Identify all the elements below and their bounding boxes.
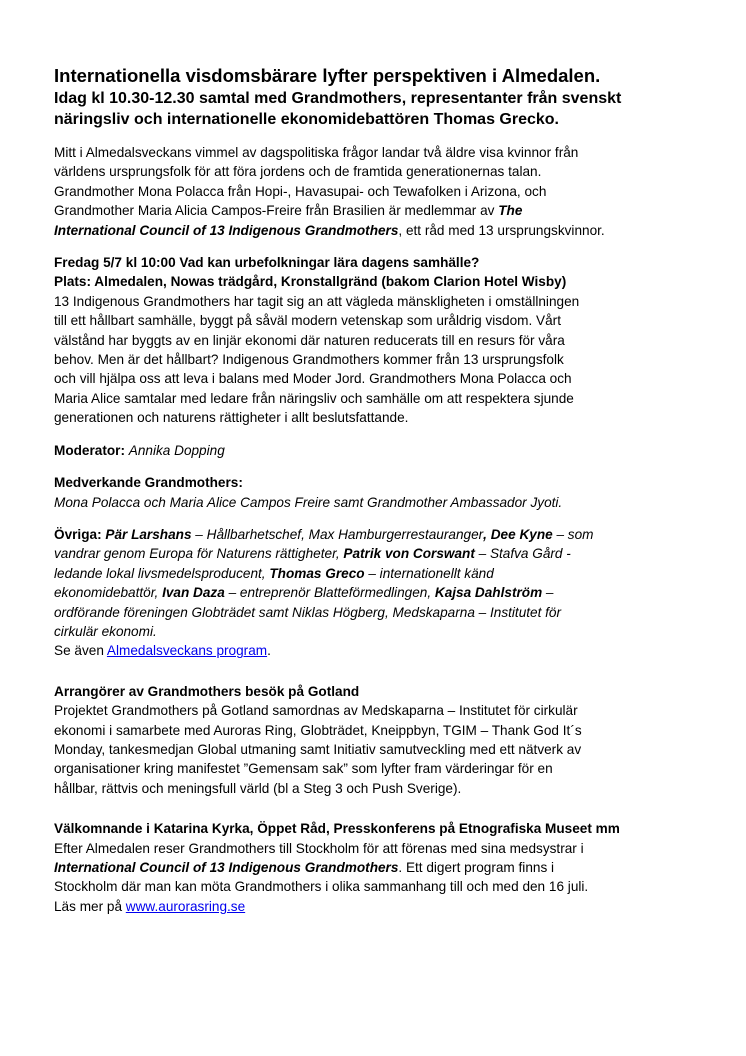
grandmothers-names: Mona Polacca och Maria Alice Campos Freire samt Grandmother Ambassador Jyoti. bbox=[54, 494, 563, 510]
see-also-suffix: . bbox=[267, 643, 271, 659]
welcome-line: Stockholm där man kan möta Grandmothers i olika sammanhang till och med den 16 juli. bbox=[54, 879, 589, 895]
participant-desc: – bbox=[542, 585, 554, 601]
event-place: Plats: Almedalen, Nowas trädgård, Kronstallgränd (bakom Clarion Hotel Wisby) bbox=[54, 274, 567, 290]
ovriga-label: Övriga: bbox=[54, 526, 102, 542]
welcome-line: Efter Almedalen reser Grandmothers till Stockholm för att förenas med sina medsystrar i bbox=[54, 840, 584, 856]
almedalen-program-link[interactable]: Almedalsveckans program bbox=[106, 643, 268, 659]
organizers-line: Projektet Grandmothers på Gotland samordnas av Medskaparna – Institutet för cirkulär bbox=[54, 703, 578, 719]
participant-desc: – entreprenör Blatteförmedlingen, bbox=[224, 585, 435, 601]
page-title: Internationella visdomsbärare lyfter perspektiven i Almedalen. bbox=[54, 65, 601, 86]
organizers-section bbox=[54, 682, 714, 798]
intro-line bbox=[54, 201, 714, 220]
read-more-prefix: Läs mer på bbox=[54, 898, 126, 914]
event-section bbox=[54, 253, 714, 428]
welcome-line-tail: . Ett digert program finns i bbox=[398, 860, 555, 875]
moderator-name: Annika Dopping bbox=[128, 442, 225, 458]
council-name-part1: The bbox=[498, 203, 523, 219]
organizers-line: ekonomi i samarbete med Auroras Ring, Globträdet, Kneippbyn, TGIM – Thank God It´s bbox=[54, 722, 582, 738]
participant-desc: – Hållbarhetschef, Max Hamburgerrestauranger bbox=[191, 526, 484, 542]
press-release bbox=[54, 64, 714, 916]
moderator-label: Moderator: bbox=[54, 442, 125, 458]
header-block bbox=[54, 64, 714, 130]
participant-name: Kajsa Dahlström bbox=[434, 585, 543, 601]
see-also-prefix: Se även bbox=[54, 643, 107, 659]
participant-name: , Dee Kyne bbox=[483, 526, 553, 542]
participant-name: Patrik von Corswant bbox=[343, 546, 475, 562]
intro-line bbox=[54, 221, 714, 240]
intro-line: Mitt i Almedalsveckans vimmel av dagspolitiska frågor landar två äldre visa kvinnor från bbox=[54, 145, 579, 160]
event-line: och vill hjälpa oss att leva i balans med Moder Jord. Grandmothers Mona Polacca och bbox=[54, 371, 572, 387]
intro-tail: , ett råd med 13 ursprungskvinnor. bbox=[398, 222, 605, 238]
subtitle-line-2: näringsliv och internationelle ekonomidebattören Thomas Grecko. bbox=[54, 111, 559, 128]
event-line: till ett hållbart samhälle, byggt på såväl modern vetenskap som uråldrig visdom. Vårt bbox=[54, 313, 561, 329]
participant-name: Pär Larshans bbox=[105, 526, 192, 542]
welcome-line bbox=[54, 858, 714, 877]
event-line: 13 Indigenous Grandmothers har tagit sig an att vägleda mänskligheten i omställningen bbox=[54, 293, 580, 309]
council-name-part2: International Council of 13 Indigenous Grandmothers bbox=[54, 222, 399, 238]
intro-line: världens ursprungsfolk för att föra jordens och de framtida generationernas talan. bbox=[54, 164, 542, 180]
ovriga-line: ordförande föreningen Globträdet samt Niklas Högberg, Medskaparna – Institutet för bbox=[54, 604, 562, 620]
participant-desc: – Stafva Gård - bbox=[474, 546, 571, 562]
aurorasring-link[interactable]: www.aurorasring.se bbox=[125, 898, 246, 914]
council-name: International Council of 13 Indigenous Grandmothers bbox=[54, 860, 399, 875]
participant-name: Ivan Daza bbox=[162, 585, 225, 601]
read-more-line bbox=[54, 897, 714, 916]
see-also-line bbox=[54, 641, 714, 660]
subtitle-line-1: Idag kl 10.30-12.30 samtal med Grandmothers, representanter från svenskt bbox=[54, 90, 622, 107]
ovriga-line bbox=[54, 564, 714, 583]
event-heading: Fredag 5/7 kl 10:00 Vad kan urbefolkningar lära dagens samhälle? bbox=[54, 255, 480, 271]
event-line: Maria Alice samtalar med ledare från näringsliv och samhälle om att respektera sjunde bbox=[54, 390, 574, 406]
welcome-heading: Välkomnande i Katarina Kyrka, Öppet Råd, Presskonferens på Etnografiska Museet mm bbox=[54, 821, 620, 837]
event-line: generationen och naturens rättigheter i allt beslutsfattande. bbox=[54, 410, 409, 426]
intro-line: Grandmother Mona Polacca från Hopi-, Havasupai- och Tewafolken i Arizona, och bbox=[54, 183, 547, 199]
ovriga-line: cirkulär ekonomi. bbox=[54, 623, 157, 639]
intro-line-text: Grandmother Maria Alicia Campos-Freire från Brasilien är medlemmar av bbox=[54, 203, 495, 219]
organizers-line: Monday, tankesmedjan Global utmaning samt Initiativ samutveckling med ett nätverk av bbox=[54, 741, 582, 757]
participant-desc: ledande lokal livsmedelsproducent, bbox=[54, 565, 270, 581]
participant-name: Thomas Greco bbox=[269, 565, 365, 581]
moderator-line bbox=[54, 441, 714, 460]
grandmothers-section bbox=[54, 473, 714, 512]
grandmothers-label: Medverkande Grandmothers: bbox=[54, 475, 243, 491]
organizers-line: organisationer kring manifestet ”Gemensam sak” som lyfter fram värderingar för en bbox=[54, 761, 553, 777]
participant-desc: ekonomidebattör, bbox=[54, 585, 163, 601]
event-line: välstånd har byggts av en linjär ekonomi där naturen reducerats till en resurs för våra bbox=[54, 332, 565, 348]
event-line: behov. Men är det hållbart? Indigenous Grandmothers kommer från 13 ursprungsfolk bbox=[54, 352, 564, 368]
ovriga-line bbox=[54, 583, 714, 602]
organizers-heading: Arrangörer av Grandmothers besök på Gotland bbox=[54, 683, 360, 699]
participant-desc: vandrar genom Europa för Naturens rättigheter, bbox=[54, 546, 344, 562]
participant-desc: – internationellt känd bbox=[364, 565, 494, 581]
ovriga-line bbox=[54, 525, 714, 544]
organizers-line: hållbar, rättvis och meningsfull värld (bl a Steg 3 och Push Sverige). bbox=[54, 780, 462, 796]
ovriga-section bbox=[54, 525, 714, 661]
intro-paragraph bbox=[54, 143, 714, 240]
participant-desc: – som bbox=[552, 526, 594, 542]
ovriga-line bbox=[54, 544, 714, 563]
welcome-section bbox=[54, 819, 714, 916]
